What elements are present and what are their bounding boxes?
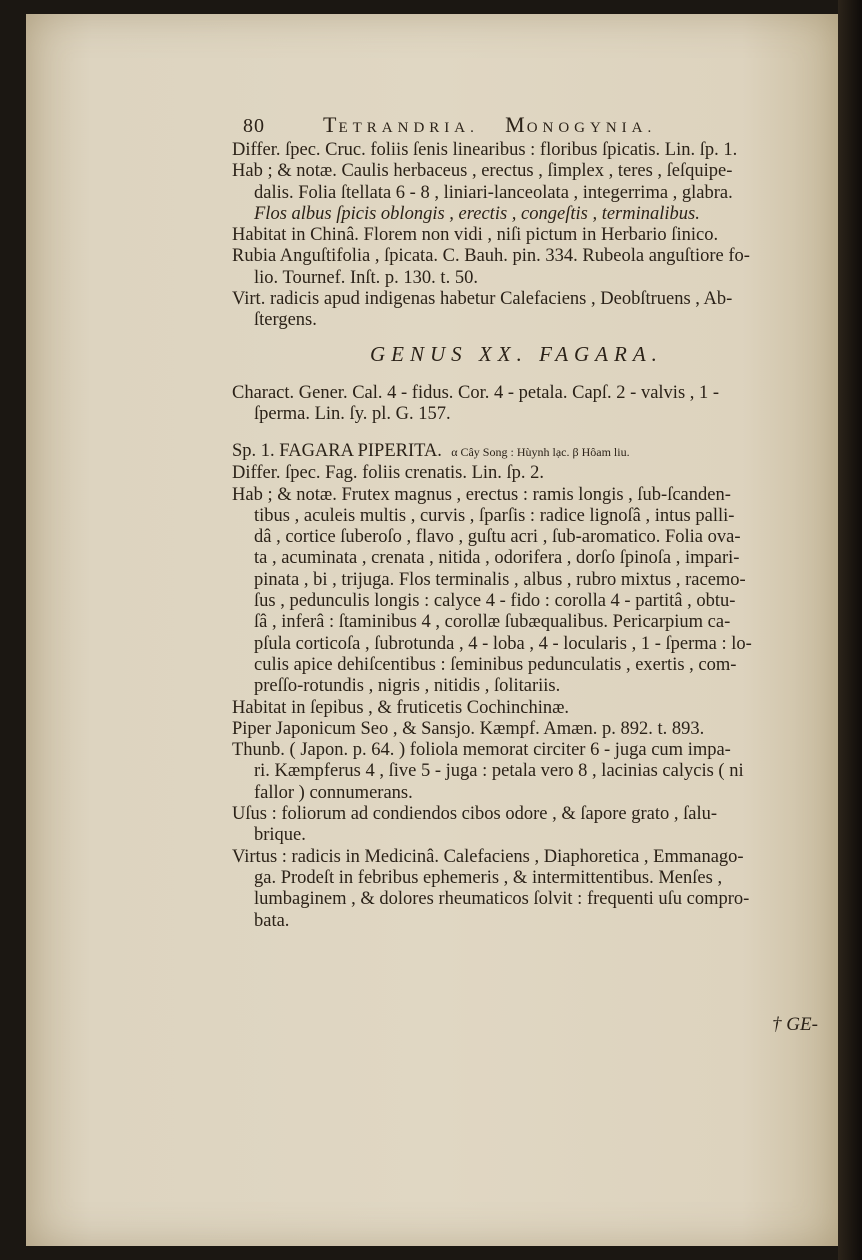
text-line: Differ. ſpec. Fag. foliis crenatis. Lin. ſp. 2. [232, 463, 545, 484]
vernacular-names: α Cây Song : Hùynh lạc. β Hôam liu. [451, 445, 630, 459]
text-line: Piper Japonicum Seo , & Sansjo. Kæmpf. Amæn. p. 892. t. 893. [232, 718, 705, 739]
text-line: Rubia Anguſtifolia , ſpicata. C. Bauh. pin. 334. Rubeola anguſtiore fo- [232, 246, 750, 267]
text-line: dalis. Folia ſtellata 6 - 8 , liniari-lanceolata , integerrima , glabra. [254, 182, 733, 203]
text-line: Thunb. ( Japon. p. 64. ) foliola memorat circiter 6 - juga cum impa- [232, 740, 731, 761]
text-line: Uſus : foliorum ad condiendos cibos odore , & ſapore grato , ſalu- [232, 804, 718, 825]
generic-character [232, 383, 832, 426]
text-line: Charact. Gener. Cal. 4 - fidus. Cor. 4 - petala. Capſ. 2 - valvis , 1 - [232, 383, 720, 403]
species-entry [232, 441, 832, 932]
text-line: Differ. ſpec. Cruc. foliis ſenis linearibus : floribus ſpicatis. Lin. ſp. 1. [232, 140, 738, 160]
running-header [243, 112, 763, 138]
text-line: ta , acuminata , crenata , nitida , odorifera , dorſo ſpinoſa , impari- [254, 548, 740, 569]
text-line: ſtergens. [254, 310, 317, 331]
text-line: preſſo-rotundis , nigris , nitidis , ſolitariis. [254, 676, 561, 697]
text-line: ga. Prodeſt in febribus ephemeris , & intermittentibus. Menſes , [254, 867, 723, 888]
text-line: pſula corticoſa , ſubrotunda , 4 - loba , 4 - locularis , 1 - ſperma : lo- [254, 633, 752, 654]
top-entry-block [232, 140, 832, 332]
title-first-cap: T [323, 112, 339, 137]
species-title-line [232, 441, 832, 463]
text-line: ſperma. Lin. ſy. pl. G. 157. [254, 404, 451, 425]
running-title [323, 112, 657, 137]
text-line: Habitat in Chinâ. Florem non vidi , niſi pictum in Herbario ſinico. [232, 225, 719, 246]
text-line: Flos albus ſpicis oblongis , erectis , congeſtis , terminalibus. [254, 203, 700, 224]
species-title: Sp. 1. FAGARA PIPERITA. [232, 441, 442, 461]
title-first-rest: ETRANDRIA. [338, 120, 479, 136]
title-second-rest: ONOGYNIA. [526, 120, 657, 136]
text-line: lio. Tournef. Inſt. p. 130. t. 50. [254, 267, 478, 288]
text-line: Hab ; & notæ. Caulis herbaceus , erectus , ſimplex , teres , ſeſquipe- [232, 161, 733, 182]
catchword: † GE- [772, 1014, 818, 1035]
text-line: ſâ , inferâ : ſtaminibus 4 , corollæ ſubæqualibus. Pericarpium ca- [254, 612, 731, 633]
page-number: 80 [243, 115, 265, 137]
text-line: Virt. radicis apud indigenas habetur Calefaciens , Deobſtruens , Ab- [232, 289, 733, 310]
text-line: tibus , aculeis multis , curvis , ſparſis : radice lignoſâ , intus palli- [254, 505, 735, 526]
text-line: Hab ; & notæ. Frutex magnus , erectus : ramis longis , ſub-ſcanden- [232, 484, 731, 505]
text-line: brique. [254, 825, 306, 846]
text-line: bata. [254, 910, 290, 931]
page-edge-shadow [838, 0, 862, 1260]
genus-heading: GENUS XX. FAGARA. [370, 342, 663, 366]
text-line: dâ , cortice ſuberoſo , flavo , guſtu acri , ſub-aromatico. Folia ova- [254, 527, 741, 548]
text-line: lumbaginem , & dolores rheumaticos ſolvit : frequenti uſu compro- [254, 889, 750, 910]
text-line: ri. Kæmpferus 4 , ſive 5 - juga : petala vero 8 , lacinias calycis ( ni [254, 761, 744, 782]
text-line: pinata , bi , trijuga. Flos terminalis , albus , rubro mixtus , racemo- [254, 569, 746, 590]
text-line: ſus , pedunculis longis : calyce 4 - fido : corolla 4 - partitâ , obtu- [254, 591, 736, 612]
text-line: fallor ) connumerans. [254, 782, 413, 803]
text-line: culis apice dehiſcentibus : ſeminibus pedunculatis , exertis , com- [254, 654, 737, 675]
text-line: Virtus : radicis in Medicinâ. Calefaciens , Diaphoretica , Emmanago- [232, 846, 744, 867]
text-line: Habitat in ſepibus , & fruticetis Cochinchinæ. [232, 697, 570, 718]
title-second-cap: M [505, 112, 527, 137]
